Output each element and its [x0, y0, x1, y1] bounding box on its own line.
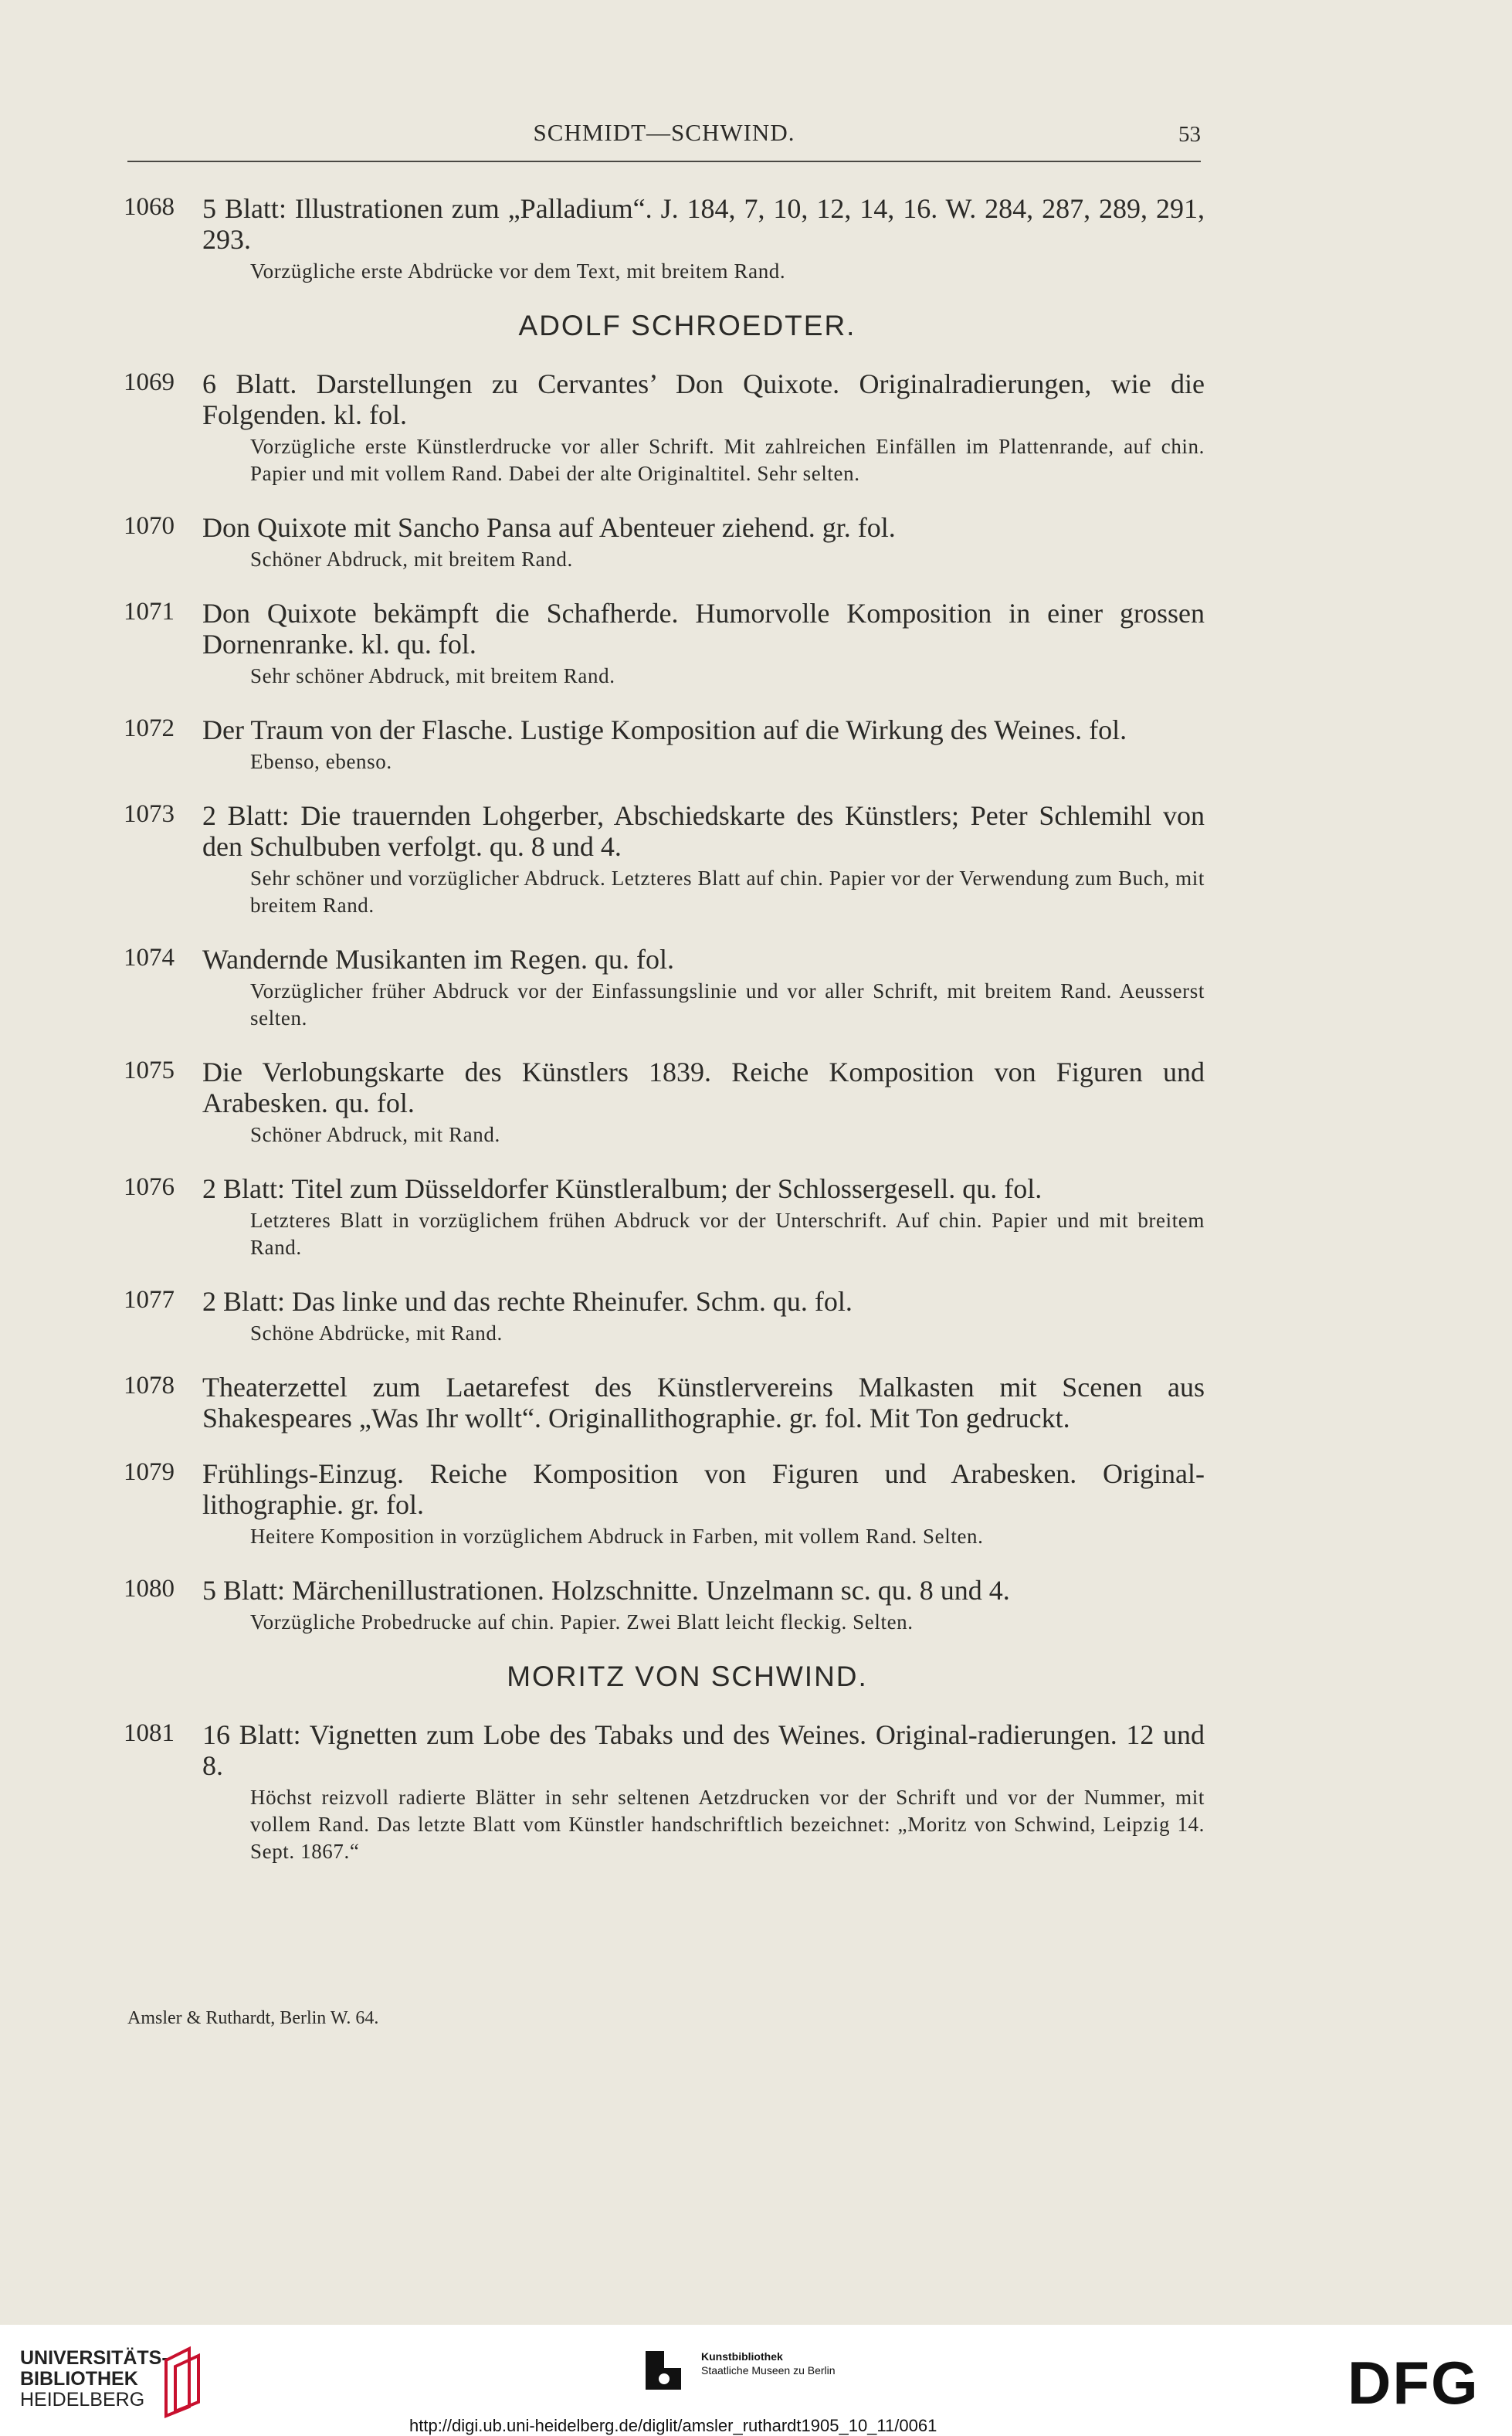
catalogue-entry	[124, 1372, 1205, 1433]
uni-line-2: BIBLIOTHEK	[20, 2368, 138, 2390]
entry-title: Die Verlobungskarte des Künstlers 1839. Reiche Komposition von Figuren und Arabesken. qu. fol.	[202, 1057, 1205, 1118]
kunstbibliothek-logo-icon[interactable]	[641, 2348, 686, 2393]
entry-title: Theaterzettel zum Laetarefest des Künstlervereins Malkasten mit Scenen aus Shakespeares „Was Ihr wollt“. Originallithographie. gr. fol. Mit Ton gedruckt.	[202, 1372, 1205, 1433]
entry-note: Vorzügliche erste Abdrücke vor dem Text, mit breitem Rand.	[250, 260, 786, 283]
catalogue-entry	[124, 512, 1205, 573]
catalogue-entry	[124, 1173, 1205, 1261]
catalogue-entry	[124, 1575, 1205, 1636]
entry-note: Ebenso, ebenso.	[250, 750, 392, 773]
entry-title: Don Quixote bekämpft die Schafherde. Humorvolle Komposition in einer grossen Dornenranke. kl. qu. fol.	[202, 598, 1205, 660]
entry-note: Vorzüglicher früher Abdruck vor der Einfassungslinie und vor aller Schrift, mit breitem Rand. Aeusserst selten.	[250, 979, 1205, 1030]
catalogue-entry	[124, 1458, 1205, 1550]
kb-line-1: Kunstbibliothek	[701, 2350, 783, 2363]
entry-title: 2 Blatt: Titel zum Düsseldorfer Künstleralbum; der Schlossergesell. qu. fol.	[202, 1173, 1042, 1204]
kb-line-2: Staatliche Museen zu Berlin	[701, 2364, 836, 2377]
kunstbibliothek-logo-text[interactable]	[701, 2349, 836, 2377]
entry-title: 5 Blatt: Illustrationen zum „Palladium“. J. 184, 7, 10, 12, 14, 16. W. 284, 287, 289, 291, 293.	[202, 193, 1205, 255]
catalogue-entry	[124, 368, 1205, 487]
catalogue-entry	[124, 1719, 1205, 1865]
section-heading: MORITZ VON SCHWIND.	[507, 1661, 868, 1692]
entry-note: Vorzügliche Probedrucke auf chin. Papier. Zwei Blatt leicht fleckig. Selten.	[250, 1610, 914, 1634]
permalink-url[interactable]: http://digi.ub.uni-heidelberg.de/diglit/amsler_ruthardt1905_10_11/0061	[409, 2416, 937, 2435]
entry-note: Höchst reizvoll radierte Blätter in sehr seltenen Aetzdrucken vor der Schrift und vor der Nummer, mit vollem Rand. Das letzte Blatt vom Künstler handschriftlich bezeichnet: „Moritz von Schwind, Leipzig 14. Sept. 1867.“	[250, 1786, 1205, 1863]
entry-number: 1081	[124, 1719, 175, 1747]
entry-number: 1072	[124, 714, 175, 742]
entry-number: 1075	[124, 1057, 175, 1084]
page-number: 53	[1178, 122, 1201, 147]
entry-note: Sehr schöner und vorzüglicher Abdruck. Letzteres Blatt auf chin. Papier vor der Verwendung zum Buch, mit breitem Rand.	[250, 867, 1205, 917]
entry-note: Heitere Komposition in vorzüglichem Abdruck in Farben, mit vollem Rand. Selten.	[250, 1525, 984, 1548]
catalogue-entry	[124, 193, 1205, 285]
section-heading: ADOLF SCHROEDTER.	[518, 310, 856, 341]
catalogue-entry	[124, 1286, 1205, 1347]
uni-line-3: HEIDELBERG	[20, 2389, 145, 2411]
printer-imprint: Amsler & Ruthardt, Berlin W. 64.	[127, 2008, 379, 2028]
catalogue-entry	[124, 598, 1205, 690]
entry-note: Vorzügliche erste Künstlerdrucke vor aller Schrift. Mit zahlreichen Einfällen im Plattenrande, auf chin. Papier und mit vollem Rand. Dabei der alte Originaltitel. Sehr selten.	[250, 435, 1205, 485]
entry-number: 1080	[124, 1575, 175, 1603]
entry-note: Schöner Abdruck, mit breitem Rand.	[250, 548, 573, 571]
entry-title: Frühlings-Einzug. Reiche Komposition von Figuren und Arabesken. Original-lithographie. gr. fol.	[202, 1458, 1205, 1520]
uni-heidelberg-logo-text[interactable]	[20, 2348, 168, 2411]
entry-title: 2 Blatt: Die trauernden Lohgerber, Abschiedskarte des Künstlers; Peter Schlemihl von den Schulbuben verfolgt. qu. 8 und 4.	[202, 800, 1205, 862]
uni-heidelberg-logo-icon[interactable]	[158, 2345, 212, 2418]
entry-number: 1076	[124, 1173, 175, 1201]
header-rule	[127, 161, 1201, 162]
catalogue-entry	[124, 800, 1205, 919]
viewer-footer	[0, 2325, 1512, 2436]
dfg-logo[interactable]: DFG	[1348, 2349, 1480, 2417]
entry-number: 1068	[124, 193, 175, 221]
entry-number: 1071	[124, 598, 175, 626]
entry-title: 6 Blatt. Darstellungen zu Cervantes’ Don Quixote. Originalradierungen, wie die Folgenden. kl. fol.	[202, 368, 1205, 430]
entry-title: Der Traum von der Flasche. Lustige Komposition auf die Wirkung des Weines. fol.	[202, 714, 1127, 745]
entry-number: 1079	[124, 1458, 175, 1486]
catalogue-content	[124, 193, 1205, 1890]
entry-title: 2 Blatt: Das linke und das rechte Rheinufer. Schm. qu. fol.	[202, 1286, 853, 1317]
entry-number: 1069	[124, 368, 175, 396]
catalogue-entry	[124, 714, 1205, 775]
running-title: SCHMIDT—SCHWIND.	[533, 119, 795, 146]
entry-number: 1070	[124, 512, 175, 540]
uni-line-1: UNIVERSITÄTS-	[20, 2347, 168, 2369]
entry-note: Schöne Abdrücke, mit Rand.	[250, 1321, 503, 1345]
entry-note: Schöner Abdruck, mit Rand.	[250, 1123, 500, 1146]
entry-title: 16 Blatt: Vignetten zum Lobe des Tabaks und des Weines. Original-radierungen. 12 und 8.	[202, 1719, 1205, 1781]
entry-title: Wandernde Musikanten im Regen. qu. fol.	[202, 944, 674, 975]
entry-number: 1077	[124, 1286, 175, 1314]
entry-number: 1073	[124, 800, 175, 828]
catalogue-entry	[124, 944, 1205, 1032]
entry-number: 1078	[124, 1372, 175, 1400]
entry-title: Don Quixote mit Sancho Pansa auf Abenteuer ziehend. gr. fol.	[202, 512, 896, 543]
catalogue-entry	[124, 1057, 1205, 1148]
entry-number: 1074	[124, 944, 175, 972]
page-header	[127, 116, 1201, 159]
entry-note: Letzteres Blatt in vorzüglichem frühen Abdruck vor der Unterschrift. Auf chin. Papier und mit breitem Rand.	[250, 1209, 1205, 1259]
entry-title: 5 Blatt: Märchenillustrationen. Holzschnitte. Unzelmann sc. qu. 8 und 4.	[202, 1575, 1010, 1606]
entry-note: Sehr schöner Abdruck, mit breitem Rand.	[250, 664, 615, 687]
